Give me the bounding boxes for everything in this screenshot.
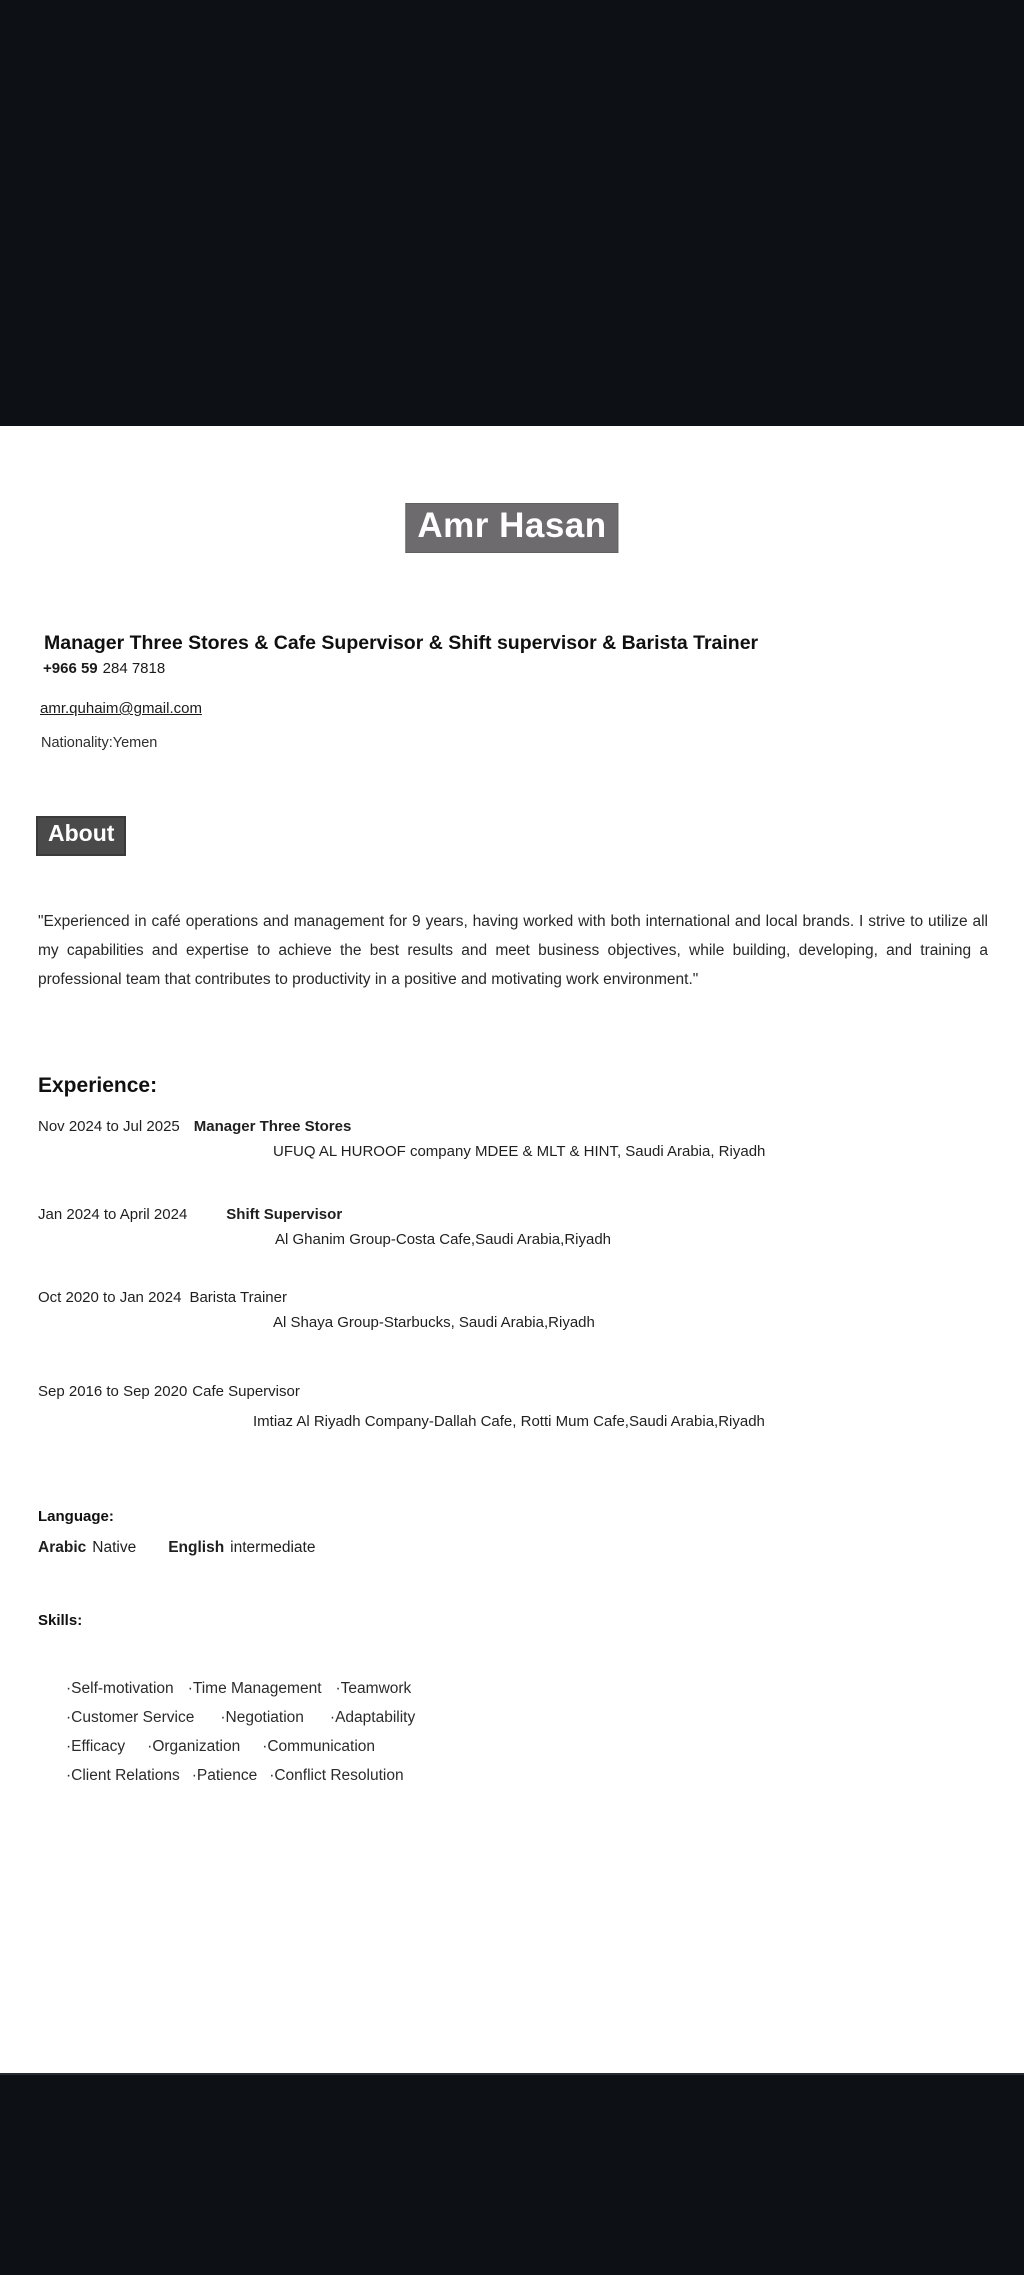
experience-heading: Experience:: [38, 1074, 158, 1097]
language-item: [168, 1539, 315, 1556]
skill-item: ·Time Management: [187, 1679, 322, 1697]
skill-item: ·Conflict Resolution: [269, 1766, 404, 1784]
skill-item: ·Organization: [147, 1737, 241, 1755]
language-heading: Language:: [38, 1508, 114, 1525]
entry-dates: Jan 2024 to April 2024: [38, 1206, 188, 1223]
skill-item: ·Customer Service: [66, 1708, 195, 1726]
entry-role: Manager Three Stores: [193, 1118, 352, 1135]
experience-entry: [38, 1383, 998, 1430]
skill-row: [66, 1674, 415, 1703]
skill-item: ·Self-motivation: [66, 1679, 174, 1697]
email-link[interactable]: amr.quhaim@gmail.com: [40, 700, 202, 717]
entry-company: UFUQ AL HUROOF company MDEE & MLT & HINT, Saudi Arabia, Riyadh: [273, 1143, 766, 1160]
entry-role: Cafe Supervisor: [192, 1383, 300, 1400]
resume-page: [0, 426, 1024, 2073]
about-paragraph: "Experienced in café operations and management for 9 years, having worked with both international and local brands. I strive to utilize all my capabilities and expertise to achieve the best results and meet business objectives, while building, developing, and training a professional team that contributes to productivity in a positive and motivating work environment.": [38, 913, 988, 988]
skill-item: ·Teamwork: [335, 1679, 412, 1697]
person-name: Amr Hasan: [417, 506, 607, 545]
bottom-dark-band: [0, 2073, 1024, 2275]
entry-dates: Sep 2016 to Sep 2020: [38, 1383, 188, 1400]
language-item: [38, 1539, 136, 1556]
skill-item: ·Adaptability: [329, 1708, 416, 1726]
skill-item: ·Communication: [262, 1737, 376, 1755]
nationality-text: Nationality:Yemen: [41, 735, 158, 751]
phone-number: [43, 660, 165, 677]
experience-entry: [38, 1289, 998, 1331]
entry-dates: Nov 2024 to Jul 2025: [38, 1118, 180, 1135]
about-heading-box: [36, 816, 126, 856]
job-title: Manager Three Stores & Cafe Supervisor & Shift supervisor & Barista Trainer: [44, 632, 759, 654]
entry-dates: Oct 2020 to Jan 2024: [38, 1289, 182, 1306]
language-name: Arabic: [38, 1539, 87, 1556]
skill-item: ·Negotiation: [220, 1708, 304, 1726]
skills-list: [66, 1674, 415, 1790]
entry-company: Al Shaya Group-Starbucks, Saudi Arabia,Riyadh: [273, 1314, 595, 1331]
phone-country-code: +966 59: [43, 660, 98, 677]
language-level: intermediate: [230, 1539, 316, 1556]
entry-role: Shift Supervisor: [226, 1206, 343, 1223]
skill-row: [66, 1703, 415, 1732]
skill-item: ·Patience: [191, 1766, 258, 1784]
language-line: [38, 1539, 315, 1557]
experience-entry: [38, 1118, 998, 1160]
phone-rest: 284 7818: [102, 660, 166, 677]
experience-entry: [38, 1206, 998, 1248]
entry-role: Barista Trainer: [189, 1289, 287, 1306]
entry-company: Imtiaz Al Riyadh Company-Dallah Cafe, Rotti Mum Cafe,Saudi Arabia,Riyadh: [253, 1413, 765, 1430]
language-level: Native: [92, 1539, 137, 1556]
name-highlight-box: [405, 503, 618, 553]
skill-row: [66, 1761, 415, 1790]
skill-item: ·Efficacy: [66, 1737, 126, 1755]
skill-item: ·Client Relations: [66, 1766, 180, 1784]
language-name: English: [168, 1539, 225, 1556]
skill-row: [66, 1732, 415, 1761]
top-dark-band: [0, 0, 1024, 426]
skills-heading: Skills:: [38, 1612, 83, 1629]
about-heading: About: [48, 820, 115, 846]
entry-company: Al Ghanim Group-Costa Cafe,Saudi Arabia,Riyadh: [275, 1231, 612, 1248]
